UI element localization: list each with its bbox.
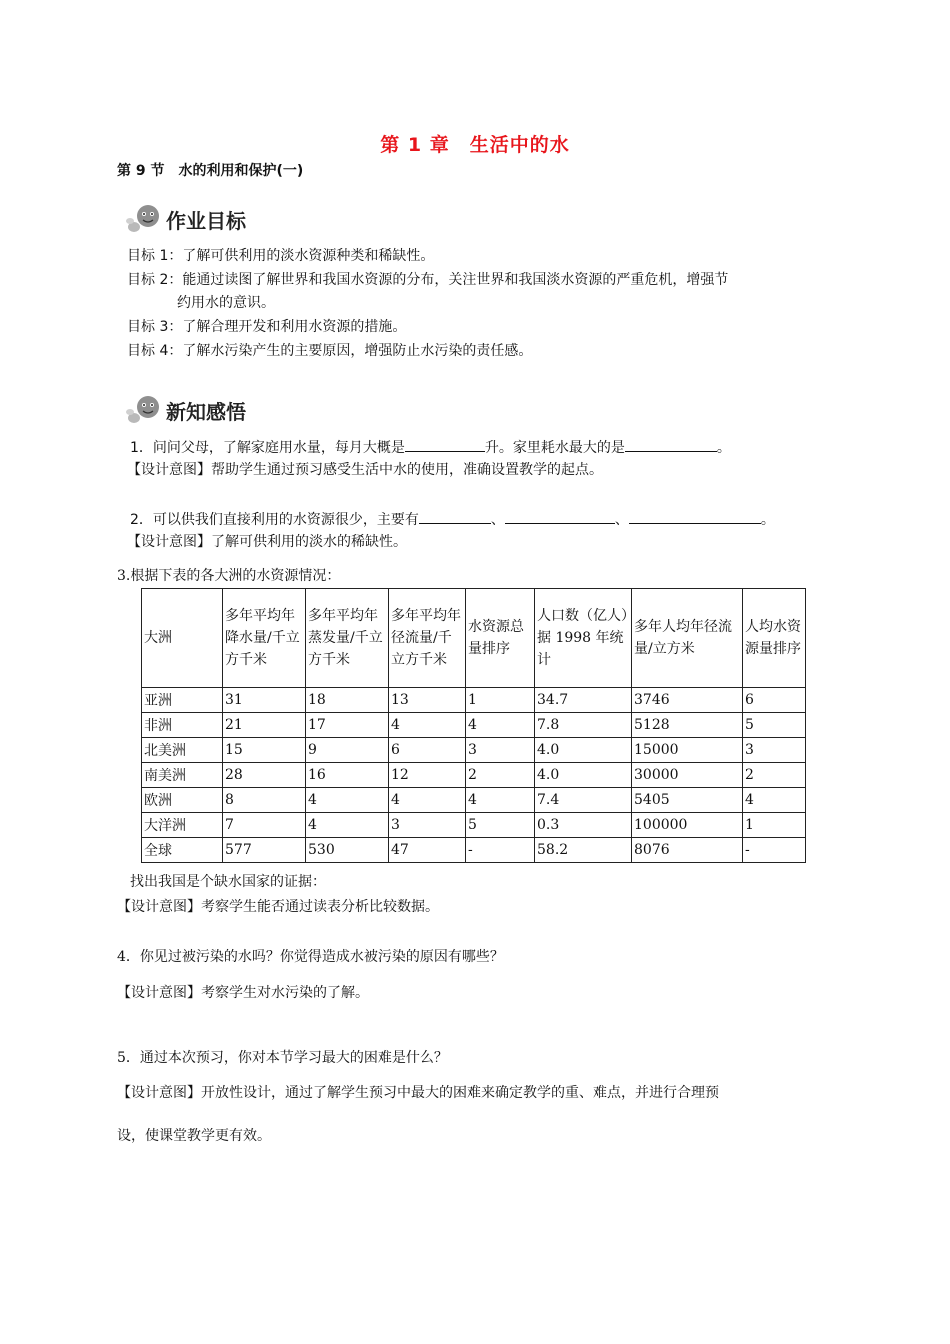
question-5-intent: 【设计意图】开放性设计，通过了解学生预习中最大的困难来确定教学的重、难点，并进行合理预 xyxy=(117,1085,719,1101)
question-5-intent-cont: 设，使课堂教学更有效。 xyxy=(117,1128,271,1144)
goal-1: 目标 1：了解可供利用的淡水资源种类和稀缺性。 xyxy=(127,248,435,264)
table-cell: 4 xyxy=(306,788,389,813)
table-cell: 3746 xyxy=(632,688,743,713)
table-header: 多年平均年降水量/千立方千米 xyxy=(223,589,306,688)
table-cell: 4.0 xyxy=(535,738,632,763)
table-cell: 13 xyxy=(389,688,466,713)
knowledge-header xyxy=(124,394,246,426)
table-cell: 5 xyxy=(743,713,806,738)
table-cell: 100000 xyxy=(632,813,743,838)
table-cell: 5405 xyxy=(632,788,743,813)
table-cell: 16 xyxy=(306,763,389,788)
question-3-intent: 【设计意图】考察学生能否通过读表分析比较数据。 xyxy=(117,899,439,915)
cartoon-icon xyxy=(124,203,164,235)
question-4-intent: 【设计意图】考察学生对水污染的了解。 xyxy=(117,985,369,1001)
question-5: 5．通过本次预习，你对本节学习最大的困难是什么？ xyxy=(117,1050,448,1066)
question-2-intent: 【设计意图】了解可供利用的淡水的稀缺性。 xyxy=(127,534,407,550)
table-header: 水资源总量排序 xyxy=(466,589,535,688)
table-cell: 6 xyxy=(389,738,466,763)
question-1 xyxy=(130,437,731,458)
table-cell: 530 xyxy=(306,838,389,863)
table-cell: 28 xyxy=(223,763,306,788)
table-header-row xyxy=(142,589,806,688)
goals-header-label: 作业目标 xyxy=(166,208,246,233)
table-cell: 4 xyxy=(389,713,466,738)
table-row xyxy=(142,788,806,813)
answer-blank[interactable] xyxy=(505,509,615,524)
table-cell: 全球 xyxy=(142,838,223,863)
table-cell: 21 xyxy=(223,713,306,738)
goal-4: 目标 4：了解水污染产生的主要原因，增强防止水污染的责任感。 xyxy=(127,343,533,359)
table-cell: 7.4 xyxy=(535,788,632,813)
table-cell: 7 xyxy=(223,813,306,838)
table-cell: 4 xyxy=(743,788,806,813)
table-header: 多年人均年径流量/立方米 xyxy=(632,589,743,688)
table-cell: 18 xyxy=(306,688,389,713)
table-cell: 30000 xyxy=(632,763,743,788)
table-cell: 17 xyxy=(306,713,389,738)
question-1-intent: 【设计意图】帮助学生通过预习感受生活中水的使用，准确设置教学的起点。 xyxy=(127,462,603,478)
table-cell: 6 xyxy=(743,688,806,713)
page-title: 第 1 章 生活中的水 xyxy=(380,134,570,156)
goal-2: 目标 2：能通过读图了解世界和我国水资源的分布，关注世界和我国淡水资源的严重危机，增强节 xyxy=(127,272,729,288)
table-cell: 北美洲 xyxy=(142,738,223,763)
question-4: 4．你见过被污染的水吗？你觉得造成水被污染的原因有哪些？ xyxy=(117,949,504,965)
table-cell: 15 xyxy=(223,738,306,763)
question-1-text-c: 。 xyxy=(716,440,731,456)
table-cell: 4.0 xyxy=(535,763,632,788)
table-cell: 欧洲 xyxy=(142,788,223,813)
question-3-followup: 找出我国是个缺水国家的证据： xyxy=(130,874,326,890)
answer-blank[interactable] xyxy=(405,437,485,452)
section-title: 第 9 节 水的利用和保护(一) xyxy=(117,163,304,179)
table-cell: 0.3 xyxy=(535,813,632,838)
knowledge-header-label: 新知感悟 xyxy=(166,399,246,424)
table-cell: 南美洲 xyxy=(142,763,223,788)
table-cell: 亚洲 xyxy=(142,688,223,713)
question-1-text-b: 升。家里耗水最大的是 xyxy=(484,440,625,456)
separator: 、 xyxy=(614,512,629,528)
goal-2-cont: 约用水的意识。 xyxy=(177,295,275,311)
table-cell: 5 xyxy=(466,813,535,838)
goals-header xyxy=(124,203,246,235)
table-cell: 31 xyxy=(223,688,306,713)
table-cell: 1 xyxy=(466,688,535,713)
table-header: 大洲 xyxy=(142,589,223,688)
water-resources-table xyxy=(141,588,806,863)
table-cell: 577 xyxy=(223,838,306,863)
separator: 、 xyxy=(490,512,505,528)
table-cell: 1 xyxy=(743,813,806,838)
table-cell: 2 xyxy=(466,763,535,788)
answer-blank[interactable] xyxy=(419,509,491,524)
table-header: 人口数（亿人）据 1998 年统计 xyxy=(535,589,632,688)
table-cell: 47 xyxy=(389,838,466,863)
table-cell: 8 xyxy=(223,788,306,813)
table-cell: 5128 xyxy=(632,713,743,738)
table-cell: 4 xyxy=(466,713,535,738)
answer-blank[interactable] xyxy=(629,509,761,524)
table-cell: 2 xyxy=(743,763,806,788)
table-cell: 8076 xyxy=(632,838,743,863)
question-2 xyxy=(130,509,775,530)
table-cell: 非洲 xyxy=(142,713,223,738)
table-cell: 3 xyxy=(466,738,535,763)
cartoon-icon xyxy=(124,394,164,426)
table-cell: 4 xyxy=(466,788,535,813)
table-row xyxy=(142,688,806,713)
table-cell: 7.8 xyxy=(535,713,632,738)
table-row xyxy=(142,813,806,838)
table-cell: 58.2 xyxy=(535,838,632,863)
table-cell: 4 xyxy=(389,788,466,813)
goal-3: 目标 3：了解合理开发和利用水资源的措施。 xyxy=(127,319,407,335)
question-2-end: 。 xyxy=(760,512,775,528)
table-row xyxy=(142,838,806,863)
table-cell: - xyxy=(466,838,535,863)
table-cell: 9 xyxy=(306,738,389,763)
answer-blank[interactable] xyxy=(625,437,717,452)
question-3: 3.根据下表的各大洲的水资源情况： xyxy=(117,568,341,584)
question-2-text: 2．可以供我们直接利用的水资源很少，主要有 xyxy=(130,512,419,528)
table-cell: 15000 xyxy=(632,738,743,763)
table-cell: 3 xyxy=(389,813,466,838)
table-header: 多年平均年径流量/千立方千米 xyxy=(389,589,466,688)
table-cell: 34.7 xyxy=(535,688,632,713)
table-cell: 4 xyxy=(306,813,389,838)
table-cell: 12 xyxy=(389,763,466,788)
table-cell: 3 xyxy=(743,738,806,763)
table-header: 人均水资源量排序 xyxy=(743,589,806,688)
question-1-text-a: 1．问问父母，了解家庭用水量，每月大概是 xyxy=(130,440,405,456)
table-header: 多年平均年蒸发量/千立方千米 xyxy=(306,589,389,688)
table-cell: - xyxy=(743,838,806,863)
table-cell: 大洋洲 xyxy=(142,813,223,838)
table-row xyxy=(142,763,806,788)
table-row xyxy=(142,713,806,738)
table-row xyxy=(142,738,806,763)
